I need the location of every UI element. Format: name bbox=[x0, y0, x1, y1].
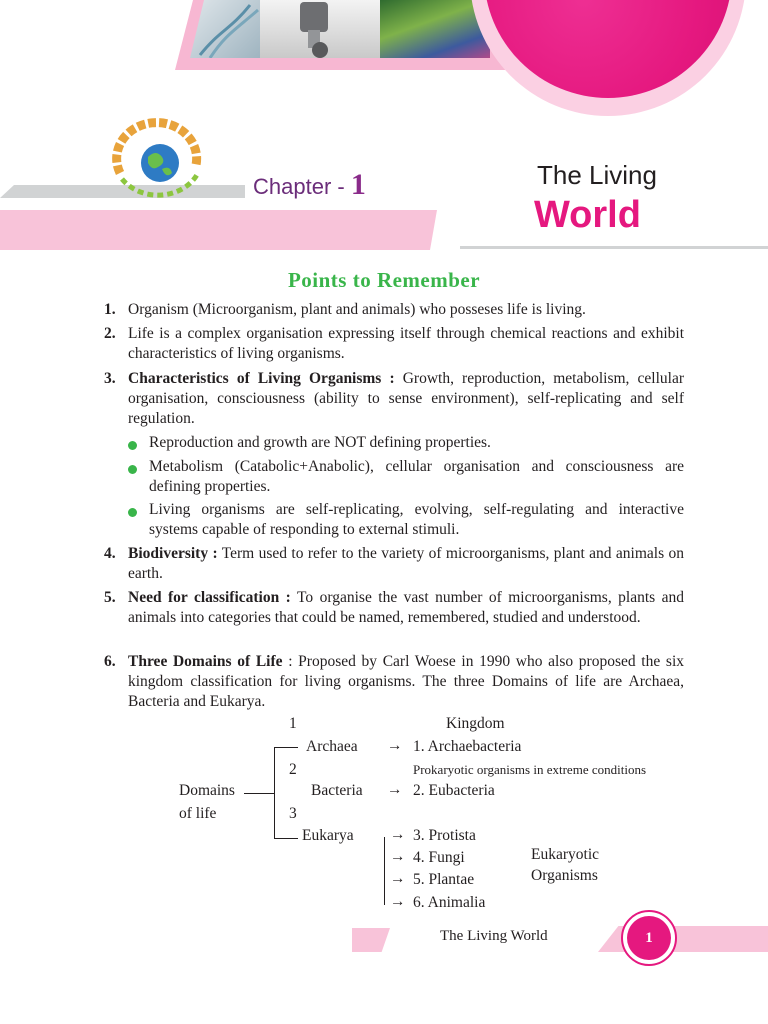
point-4 bbox=[104, 544, 684, 584]
kingdom-1: 1. Archaebacteria bbox=[413, 738, 522, 755]
point-text: Growth, reproduction, metabolism, cellular organisation, consciousness (ability to sense environment), self-replicating and self regulation. bbox=[128, 370, 684, 427]
arrow-icon: → bbox=[390, 893, 406, 910]
bullet-1 bbox=[128, 433, 684, 453]
diagram-num-3: 3 bbox=[289, 805, 297, 822]
point-text: To organise the vast number of microorganisms, plants and animals into categories that could be named, remembered, studied and understood. bbox=[128, 589, 684, 626]
kingdom-5: 5. Plantae bbox=[413, 871, 475, 888]
eukarya-branch bbox=[384, 837, 385, 905]
footer-pink-left bbox=[352, 928, 390, 952]
point-2 bbox=[104, 324, 684, 364]
point-6 bbox=[104, 652, 684, 712]
domains-label: Domains bbox=[179, 782, 235, 799]
header-photo-strip bbox=[190, 0, 490, 58]
bullet-text: Metabolism (Catabolic+Anabolic), cellular organisation and consciousness are defining properties. bbox=[149, 458, 684, 495]
bullet-dot-icon bbox=[128, 465, 137, 474]
bullet-3 bbox=[128, 500, 684, 540]
arrow-icon: → bbox=[387, 737, 403, 754]
point-text: Term used to refer to the variety of microorganisms, plant and animals on earth. bbox=[128, 545, 684, 582]
point-number: 5. bbox=[104, 589, 116, 606]
bullet-dot-icon bbox=[128, 441, 137, 450]
chapter-logo-image bbox=[100, 113, 210, 199]
organisms-label: Organisms bbox=[531, 867, 598, 884]
diagram-col1-header: 1 bbox=[289, 715, 297, 732]
bacteria-label: Bacteria bbox=[311, 782, 363, 799]
point-text: Life is a complex organisation expressing itself through chemical reactions and exhibit characteristics of living organisms. bbox=[128, 325, 684, 362]
point-5 bbox=[104, 588, 684, 628]
point-number: 1. bbox=[104, 301, 116, 318]
point-number: 2. bbox=[104, 325, 116, 342]
page-number: 1 bbox=[627, 916, 671, 960]
kingdom-1-note: Prokaryotic organisms in extreme conditions bbox=[413, 762, 646, 777]
diagram-num-2: 2 bbox=[289, 761, 297, 778]
point-text: Organism (Microorganism, plant and animals) who posseses life is living. bbox=[128, 301, 586, 318]
arrow-icon: → bbox=[387, 781, 403, 798]
point-bold: Characteristics of Living Organisms : bbox=[128, 370, 395, 387]
title-underline bbox=[460, 246, 768, 249]
kingdom-2: 2. Eubacteria bbox=[413, 782, 495, 799]
eukaryotic-label: Eukaryotic bbox=[531, 846, 600, 863]
pink-band bbox=[0, 210, 437, 250]
page-title-line2: World bbox=[534, 194, 641, 236]
chapter-label bbox=[253, 168, 366, 202]
bullet-dot-icon bbox=[128, 508, 137, 517]
arrow-icon: → bbox=[390, 826, 406, 843]
point-bold: Biodiversity : bbox=[128, 545, 218, 562]
archaea-connector bbox=[274, 747, 298, 748]
domains-connector bbox=[244, 793, 274, 794]
point-number: 4. bbox=[104, 545, 116, 562]
diagram-kingdom-header: Kingdom bbox=[446, 715, 505, 732]
arrow-icon: → bbox=[390, 848, 406, 865]
footer-title: The Living World bbox=[440, 928, 548, 944]
point-number: 3. bbox=[104, 370, 116, 387]
kingdom-3: 3. Protista bbox=[413, 827, 476, 844]
of-life-label: of life bbox=[179, 805, 217, 822]
point-3 bbox=[104, 369, 684, 429]
bullet-text: Reproduction and growth are NOT defining properties. bbox=[149, 434, 491, 451]
microscope-image bbox=[260, 0, 380, 58]
point-1 bbox=[104, 300, 684, 320]
point-bold: Three Domains of Life bbox=[128, 653, 283, 670]
kingdom-6: 6. Animalia bbox=[413, 894, 486, 911]
chapter-text: Chapter - bbox=[253, 174, 351, 199]
point-bold: Need for classification : bbox=[128, 589, 291, 606]
bullet-2 bbox=[128, 457, 684, 497]
domains-branch bbox=[274, 747, 275, 839]
archaea-label: Archaea bbox=[306, 738, 358, 755]
point-text: : Proposed by Carl Woese in 1990 who also proposed the six kingdom classification for living organisms. The three Domains of life are Archaea, Bacteria and Eukarya. bbox=[128, 653, 685, 710]
arrow-icon: → bbox=[390, 870, 406, 887]
page-title-line1: The Living bbox=[537, 160, 657, 190]
kingdom-4: 4. Fungi bbox=[413, 849, 465, 866]
eukarya-label: Eukarya bbox=[302, 827, 354, 844]
chapter-number: 1 bbox=[350, 168, 366, 201]
eukarya-connector bbox=[274, 838, 298, 839]
section-heading: Points to Remember bbox=[287, 268, 481, 292]
bullet-text: Living organisms are self-replicating, evolving, self-regulating and interactive systems capable of responding to external stimuli. bbox=[149, 501, 684, 538]
point-number: 6. bbox=[104, 653, 116, 670]
